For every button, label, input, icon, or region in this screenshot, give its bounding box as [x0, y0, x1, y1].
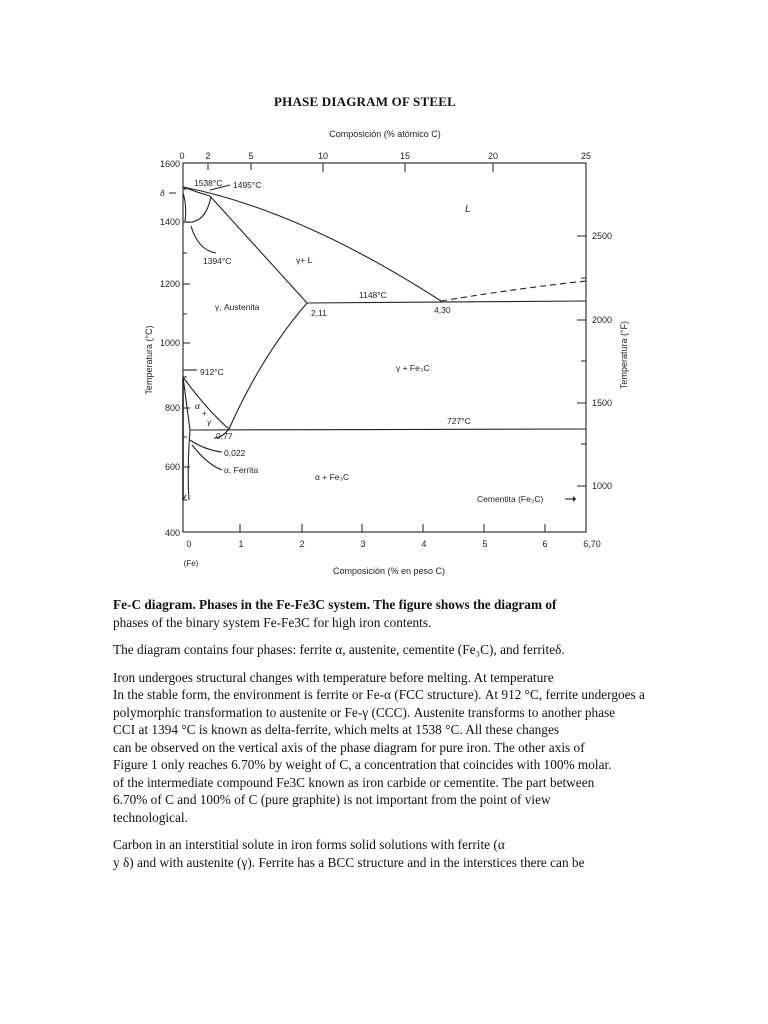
- right-tick-label: 2500: [592, 231, 613, 241]
- bottom-ticks: [184, 524, 601, 568]
- figure-caption: [113, 596, 683, 631]
- top-tick-label: 20: [487, 151, 499, 161]
- right-tick-label: 2000: [592, 315, 613, 325]
- label-211: 2,11: [311, 308, 327, 318]
- top-tick-label: 2: [205, 151, 211, 161]
- acm-line: [229, 303, 307, 429]
- label-1538: 1538°C: [194, 178, 223, 188]
- cementita-arrow: [573, 496, 576, 502]
- left-tick-label: 600: [164, 462, 180, 472]
- left-axis-title: Temperatura (°C): [144, 325, 154, 395]
- bottom-tick-label: 6: [542, 539, 548, 549]
- label-ferrita: α, Ferrita: [224, 465, 259, 475]
- left-tick-label: 400: [164, 528, 180, 538]
- label-0022: 0,022: [224, 448, 246, 458]
- label-alpha-fe3c: α + Fe₃C: [315, 472, 350, 482]
- text-line: 6.70% of C and 100% of C (pure graphite) is not important from the point of view: [113, 792, 551, 807]
- bottom-tick-label: 5: [482, 539, 488, 549]
- top-axis-title: Composición (% atómico C): [329, 129, 441, 139]
- left-tick-label: 1600: [159, 159, 180, 169]
- liquidus-line: [183, 187, 441, 301]
- page-title: PHASE DIAGRAM OF STEEL: [274, 94, 456, 109]
- left-tick-label: 1000: [159, 338, 180, 348]
- label-alpha: α: [195, 401, 200, 411]
- bottom-tick-label: 2: [299, 539, 305, 549]
- leader-1394: [191, 226, 216, 253]
- bottom-axis-title: Composición (% en peso C): [332, 566, 446, 576]
- label-912: 912°C: [200, 367, 224, 377]
- text-line: Figure 1 only reaches 6.70% by weight of C, a concentration that coincides with 100% molar.: [113, 757, 612, 772]
- bottom-tick-label: 3: [360, 539, 366, 549]
- eutectic-line-1148: [307, 301, 586, 303]
- graphite-liquidus-dashed: [441, 281, 586, 301]
- paragraph: The diagram contains four phases: ferrite α, austenite, cementite (Fe₃C), and ferriteδ.: [113, 642, 565, 657]
- leader-0022: [190, 440, 222, 452]
- right-tick-label: 1500: [592, 398, 613, 408]
- text-line: y δ) and with austenite (γ). Ferrite has a BCC structure and in the interstices there can be: [113, 854, 585, 870]
- left-tick-label: 1200: [159, 279, 180, 289]
- label-1495: 1495°C: [233, 180, 262, 190]
- bottom-tick-label: 0: [186, 539, 192, 549]
- text-line: can be observed on the vertical axis of the phase diagram for pure iron. The other axis of: [113, 739, 585, 755]
- left-tick-label: 800: [164, 403, 180, 413]
- label-gamma-fe3c: γ + Fe₃C: [396, 363, 430, 373]
- bottom-tick-label: 6,70: [583, 539, 601, 549]
- ferrite-solvus-line: [188, 430, 190, 500]
- text-line: CCI at 1394 °C is known as delta-ferrite, which melts at 1538 °C. All these changes: [113, 722, 560, 737]
- caption-line: Fe-C diagram. Phases in the Fe-Fe3C system. The figure shows the diagram of: [113, 597, 557, 612]
- top-tick-label: 25: [580, 151, 592, 161]
- top-tick-label: 0: [179, 151, 185, 161]
- body-text: [113, 596, 683, 881]
- delta-gamma-boundary: [185, 197, 211, 222]
- caption-line: phases of the binary system Fe-Fe3C for high iron contents.: [113, 614, 432, 630]
- label-alpha-plus: +: [202, 408, 207, 418]
- text-line: Carbon in an interstitial solute in iron forms solid solutions with ferrite (α: [113, 837, 505, 852]
- label-1394: 1394°C: [203, 256, 232, 266]
- label-727: 727°C: [447, 416, 471, 426]
- left-tick-label: 1400: [159, 217, 180, 227]
- bottom-fe-label: (Fe): [183, 559, 199, 568]
- text-line: In the stable form, the environment is ferrite or Fe-α (FCC structure). At 912 °C, ferrite undergoes a: [113, 687, 645, 702]
- label-cementita: Cementita (Fe₃C): [477, 494, 544, 504]
- label-delta: δ: [160, 188, 165, 198]
- label-gamma-l: γ+ L: [296, 255, 313, 265]
- label-430: 4,30: [434, 305, 451, 315]
- eutectoid-line-727: [190, 429, 586, 430]
- top-ticks: [179, 151, 591, 172]
- a3-line: [183, 377, 229, 429]
- top-tick-label: 10: [317, 151, 329, 161]
- paragraph: [113, 836, 683, 871]
- label-1148: 1148°C: [359, 290, 387, 300]
- label-austenita: γ, Austenita: [215, 302, 260, 312]
- text-line: polymorphic transformation to austenite or Fe-γ (CCC). Austenite transforms to another phase: [113, 704, 616, 720]
- top-tick-label: 5: [248, 151, 254, 161]
- label-077: 0,77: [216, 431, 233, 441]
- label-gamma: γ: [207, 417, 212, 427]
- top-tick-label: 15: [399, 151, 411, 161]
- diagram-frame: [183, 163, 586, 532]
- solidus-line: [210, 196, 307, 303]
- right-tick-label: 1000: [592, 481, 613, 491]
- right-ticks: [577, 231, 612, 491]
- text-line: technological.: [113, 809, 188, 825]
- bottom-tick-label: 1: [238, 539, 244, 549]
- paragraph: [113, 669, 683, 827]
- bottom-tick-label: 4: [421, 539, 427, 549]
- label-liquid: L: [465, 204, 471, 215]
- text-line: Iron undergoes structural changes with temperature before melting. At temperature: [113, 669, 554, 685]
- right-axis-title: Temperatura (°F): [619, 320, 629, 390]
- text-line: of the intermediate compound Fe3C known as iron carbide or cementite. The part between: [113, 774, 595, 790]
